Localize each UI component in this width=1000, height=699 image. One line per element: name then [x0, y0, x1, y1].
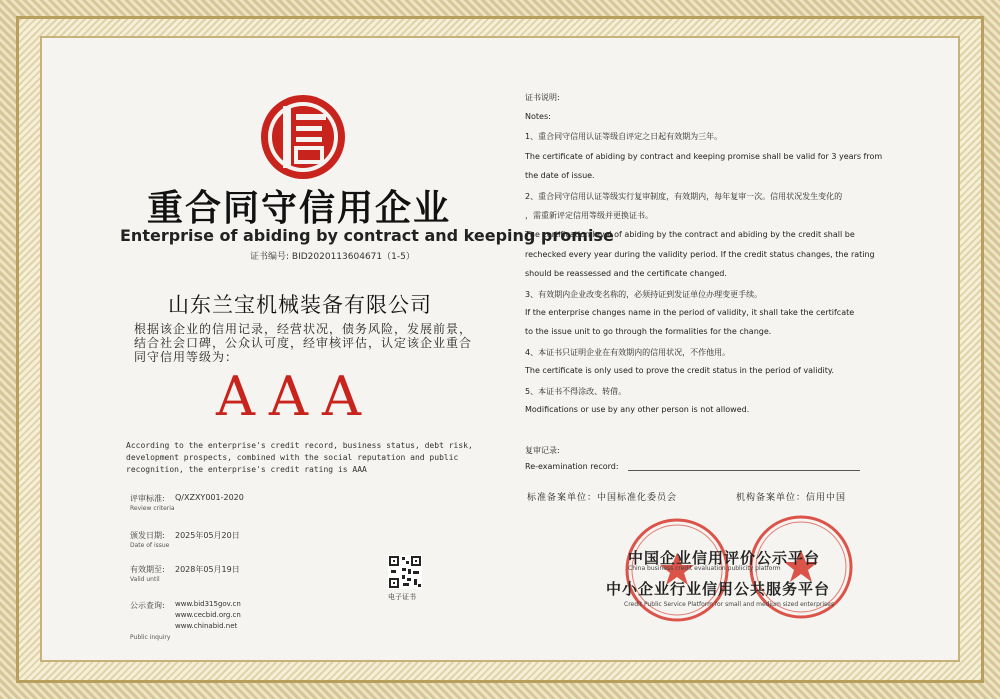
valid-until-label: 有效期至:: [130, 565, 165, 574]
issuer-name-1-english: China business credit evaluation publicity platform: [628, 565, 781, 572]
qr-code-icon[interactable]: [388, 555, 422, 589]
notes-line: 3、有效期内企业改变名称的，必须持证到发证单位办理变更手续。: [525, 290, 763, 299]
reexam-label-chinese: 复审记录:: [525, 446, 560, 455]
notes-heading: Notes:: [525, 112, 551, 121]
notes-line: 2、重合同守信用认证等级实行复审制度，有效期内，每年复审一次。信用状况发生变化的: [525, 192, 843, 201]
notes-line: 5、本证书不得涂改、转借。: [525, 387, 627, 396]
notes-line: 1、重合同守信用认证等级自评定之日起有效期为三年。: [525, 132, 723, 141]
issue-date-label-english: Date of issue: [130, 542, 170, 549]
qr-code-label: 电子证书: [388, 593, 416, 601]
notes-line: The certification level of abiding by the contract and abiding by the credit shall be: [525, 230, 855, 239]
notes-heading-chinese: 证书说明:: [525, 93, 560, 102]
issuer-name-1: 中国企业信用评价公示平台: [628, 549, 821, 567]
notes-line: The certificate is only used to prove the credit status in the period of validity.: [525, 366, 835, 375]
notes-line: If the enterprise changes name in the period of validity, it shall take the certifcate: [525, 308, 855, 317]
issuer-name-2-english: Credit Public Service Platform for small and medium sized enterprises: [624, 601, 834, 608]
inquiry-site-2[interactable]: www.cecbid.org.cn: [175, 611, 241, 619]
credit-rating: AAA: [216, 365, 375, 428]
issue-date-label: 颁发日期:: [130, 531, 165, 540]
notes-line: to the issue unit to go through the formalities for the change.: [525, 327, 772, 336]
credit-logo-icon: [258, 92, 348, 182]
inquiry-site-1[interactable]: www.bid315gov.cn: [175, 600, 241, 608]
certificate-title-english: Enterprise of abiding by contract and keeping promise: [120, 226, 614, 245]
criteria-value: Q/XZXY001-2020: [175, 493, 244, 502]
notes-line: 4、本证书只证明企业在有效期内的信用状况，不作他用。: [525, 348, 731, 357]
statement-chinese: 根据该企业的信用记录，经营状况，债务风险，发展前景，结合社会口碑，公众认可度，经审核评估，认定该企业重合同守信用等级为：: [134, 322, 473, 364]
reexam-label: Re-examination record:: [525, 462, 619, 471]
reexam-line: [628, 470, 860, 471]
notes-line: ，需重新评定信用等级并更换证书。: [525, 211, 653, 220]
issuer-name-2: 中小企业行业信用公共服务平台: [606, 580, 831, 598]
company-name: 山东兰宝机械装备有限公司: [168, 293, 432, 317]
certificate-number: [250, 249, 415, 262]
notes-line: the date of issue.: [525, 171, 595, 180]
notes-line: should be reassessed and the certificate changed.: [525, 269, 727, 278]
notes-line: Modifications or use by any other person is not allowed.: [525, 405, 750, 414]
criteria-label-english: Review criteria: [130, 505, 175, 512]
valid-until-value: 2028年05月19日: [175, 565, 240, 574]
agency-filing-unit: 机构备案单位：信用中国: [736, 493, 847, 503]
notes-line: The certificate of abiding by contract and keeping promise shall be valid for 3 years from: [525, 152, 883, 161]
certificate-number-label: 证书编号:: [250, 252, 290, 262]
certificate-title: 重合同守信用企业: [147, 188, 452, 229]
inquiry-label: 公示查询:: [130, 601, 165, 610]
notes-line: rechecked every year during the validity period. If the credit status changes, the rating: [525, 250, 875, 259]
certificate-number-value: BID2020113604671（1-5）: [291, 252, 415, 262]
criteria-label: 评审标准:: [130, 494, 165, 503]
inquiry-site-3[interactable]: www.chinabid.net: [175, 622, 238, 630]
statement-english: According to the enterprise's credit record, business status, debt risk, development prospects, combined with the social reputation and public recognition, the enterprise's credit rating is AAA: [126, 441, 473, 474]
standard-filing-unit: 标准备案单位：中国标准化委员会: [527, 493, 678, 503]
valid-until-label-english: Valid until: [130, 576, 160, 583]
issue-date-value: 2025年05月20日: [175, 531, 240, 540]
inquiry-label-english: Public inquiry: [130, 634, 171, 641]
